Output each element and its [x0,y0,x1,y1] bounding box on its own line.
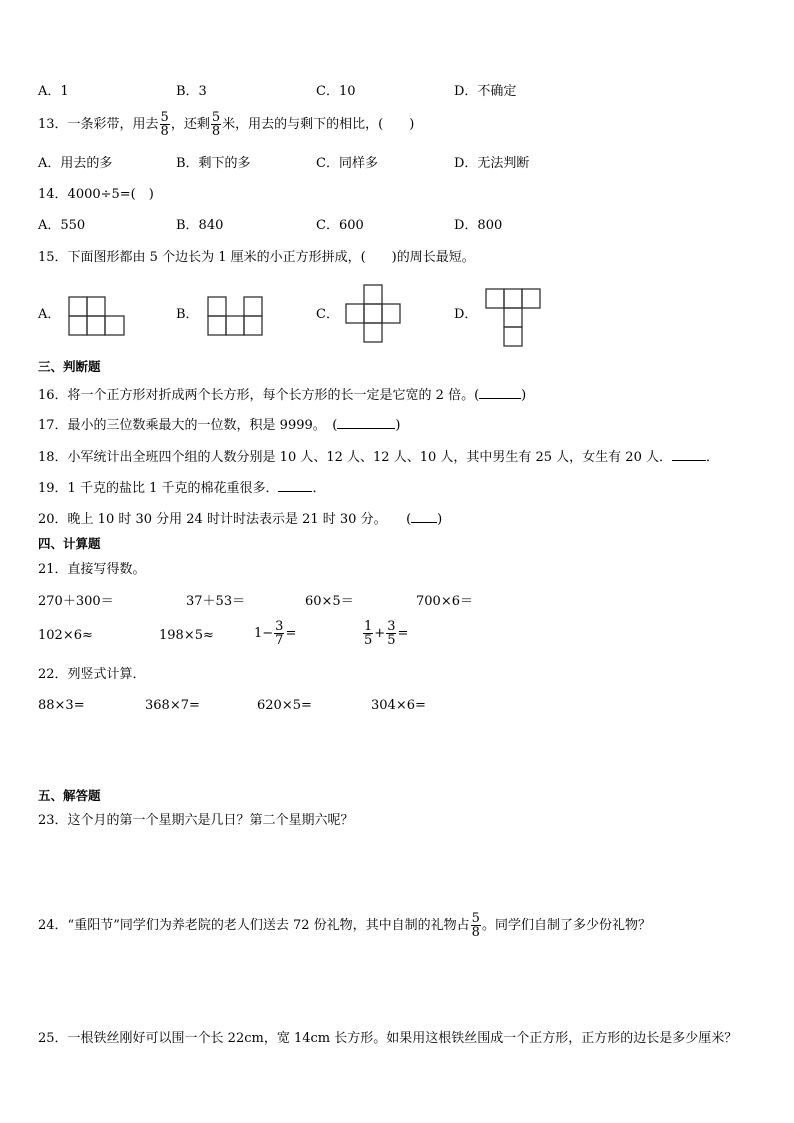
question-16: 16．将一个正方形对折成两个长方形，每个长方形的长一定是它宽的 2 倍。( ) [38,385,526,405]
question-17: 17．最小的三位数乘最大的一位数，积是 9999。 ( ) [38,415,400,435]
calc-item: 304×6= [371,698,426,713]
q24-fraction: $\frac{5}{8}$ [471,911,480,940]
q14-option-a: A．550 [38,218,86,233]
q15-option-a: A． [38,307,61,322]
shape-c-figure [345,284,403,344]
calc-fraction-b: $\frac{1}{5}$ + $\frac{3}{5}$ = [364,619,409,648]
answer-blank[interactable] [337,415,395,429]
q12-option-c: C．10 [316,84,356,99]
section-5-heading: 五、解答题 [38,788,101,803]
question-25: 25．一根铁丝刚好可以围一个长 22cm，宽 14cm 长方形。如果用这根铁丝围成一个正方形，正方形的边长是多少厘米？ [38,1031,738,1046]
question-13 [38,111,414,138]
calc-item: 270＋300＝ [38,594,114,609]
question-19: 19．1 千克的盐比 1 千克的棉花重很多． ． [38,478,326,498]
question-24: 24．“重阳节”同学们为养老院的老人们送去 72 份礼物，其中自制的礼物占 $\frac{5}{8}$ 。同学们自制了多少份礼物？ [38,911,651,940]
q13-option-b: B．剩下的多 [176,156,251,171]
calc-item: 198×5≈ [159,628,214,643]
q13-option-d: D．无法判断 [454,156,530,171]
q12-option-a: A．1 [38,84,69,99]
q13-fraction-2: $\frac{5}{8}$ [211,110,221,139]
answer-blank[interactable] [672,447,706,461]
question-15: 15．下面图形都由 5 个边长为 1 厘米的小正方形拼成，( )的周长最短。 [38,250,475,265]
calc-item: 700×6＝ [416,594,473,609]
answer-blank[interactable] [479,385,521,399]
q13-suffix: 米，用去的与剩下的相比，( ) [222,117,415,132]
calc-item: 60×5＝ [305,594,354,609]
q14-option-c: C．600 [316,218,364,233]
q12-option-b: B．3 [176,84,207,99]
calc-item: 620×5= [257,698,312,713]
section-4-heading: 四、计算题 [38,536,101,551]
q13-option-a: A．用去的多 [38,156,113,171]
question-14: 14．4000÷5=( ) [38,187,154,202]
calc-item: 102×6≈ [38,628,93,643]
question-18: 18．小军统计出全班四个组的人数分别是 10 人、12 人、12 人、10 人，其中男生有 25 人，女生有 20 人． ． [38,447,719,467]
section-3-heading: 三、判断题 [38,359,101,374]
question-20: 20．晚上 10 时 30 分用 24 时计时法表示是 21 时 30 分。 ( ) [38,509,442,529]
q13-prefix: 13．一条彩带，用去 [38,117,159,132]
q14-option-d: D．800 [454,218,503,233]
question-21: 21．直接写得数。 [38,562,146,577]
q15-option-d: D． [454,307,478,322]
calc-item: 88×3= [38,698,85,713]
shape-d-figure [485,288,543,348]
q14-option-b: B．840 [176,218,224,233]
shape-a-figure [68,296,128,338]
calc-item: 37＋53＝ [186,594,246,609]
answer-blank[interactable] [411,509,437,523]
question-23: 23．这个月的第一个星期六是几日？第二个星期六呢？ [38,813,354,828]
answer-blank[interactable] [278,478,312,492]
calc-item: 368×7= [145,698,200,713]
q13-mid: ，还剩 [170,117,210,132]
question-22: 22．列竖式计算． [38,667,146,682]
calc-fraction-a: 1− $\frac{3}{7}$ = [254,619,297,648]
q15-option-c: C． [316,307,339,322]
shape-b-figure [207,296,265,338]
q13-option-c: C．同样多 [316,156,378,171]
q13-fraction-1: $\frac{5}{8}$ [160,110,169,139]
q12-option-d: D．不确定 [454,84,517,99]
q15-option-b: B． [176,307,199,322]
